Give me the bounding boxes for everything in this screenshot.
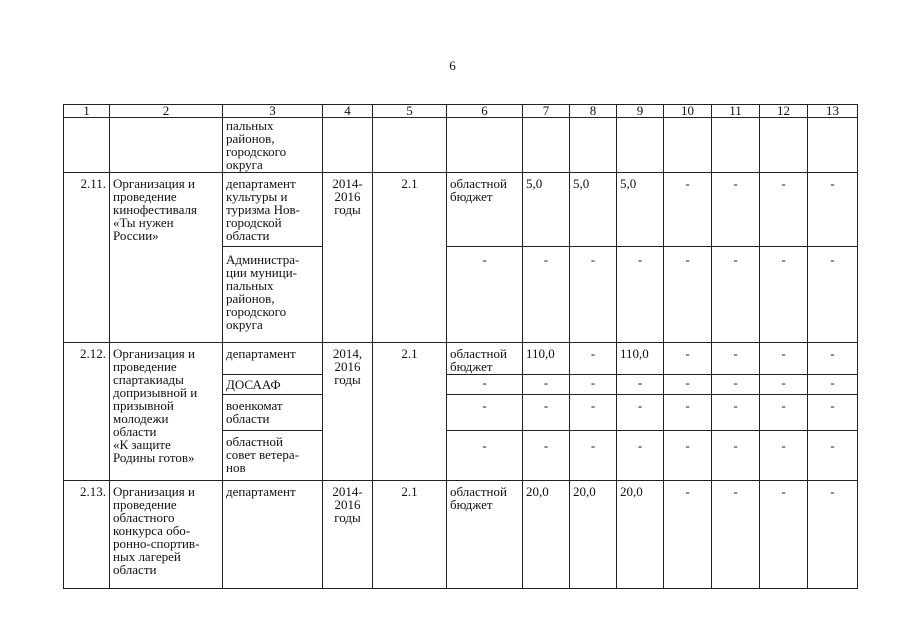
value-cell: - xyxy=(664,247,712,343)
executor-cell: департамент xyxy=(223,481,323,589)
col-header: 2 xyxy=(110,105,223,118)
value-cell: - xyxy=(570,395,617,431)
value-cell: - xyxy=(523,431,570,481)
value-cell: - xyxy=(760,343,808,375)
col-header: 13 xyxy=(808,105,858,118)
source-cell: областной бюджет xyxy=(447,481,523,589)
value-cell: - xyxy=(760,431,808,481)
table-row xyxy=(64,481,858,589)
executor-cell: военкомат области xyxy=(223,395,323,431)
value-cell: - xyxy=(808,343,858,375)
value-cell: - xyxy=(760,173,808,247)
program-table xyxy=(63,104,858,589)
value-cell: - xyxy=(760,481,808,589)
value-cell: - xyxy=(712,247,760,343)
col-header: 12 xyxy=(760,105,808,118)
col-header: 10 xyxy=(664,105,712,118)
executor-cell: областной совет ветера- нов xyxy=(223,431,323,481)
value-cell: - xyxy=(664,173,712,247)
value-cell: - xyxy=(570,375,617,395)
item-name: Организация и проведение областного конкурса обо- ронно-спортив- ных лагерей области xyxy=(110,481,223,589)
value-cell: 20,0 xyxy=(523,481,570,589)
value-cell: 5,0 xyxy=(570,173,617,247)
header-row xyxy=(64,105,858,118)
table-row xyxy=(64,118,858,173)
value-cell: 110,0 xyxy=(523,343,570,375)
value-cell: - xyxy=(523,375,570,395)
value-cell: - xyxy=(617,247,664,343)
value-cell: - xyxy=(808,431,858,481)
period-cell: 2014- 2016 годы xyxy=(323,173,373,343)
table-row xyxy=(64,173,858,247)
value-cell: 5,0 xyxy=(617,173,664,247)
value-cell: - xyxy=(523,395,570,431)
value-cell: - xyxy=(570,247,617,343)
item-number: 2.11. xyxy=(64,173,110,343)
value-cell: - xyxy=(712,431,760,481)
value-cell: - xyxy=(570,343,617,375)
value-cell: 110,0 xyxy=(617,343,664,375)
col-header: 4 xyxy=(323,105,373,118)
col-header: 5 xyxy=(373,105,447,118)
value-cell: - xyxy=(617,395,664,431)
value-cell: - xyxy=(808,375,858,395)
executor-cell: департамент культуры и туризма Нов- городской области xyxy=(223,173,323,247)
executor-cell: департамент xyxy=(223,343,323,375)
code-cell: 2.1 xyxy=(373,173,447,343)
value-cell: - xyxy=(808,247,858,343)
executor-cell: пальных районов, городского округа xyxy=(223,118,323,173)
value-cell: - xyxy=(712,395,760,431)
executor-cell: Администра- ции муници- пальных районов, городского округа xyxy=(223,247,323,343)
item-number: 2.12. xyxy=(64,343,110,481)
value-cell: - xyxy=(712,173,760,247)
value-cell: - xyxy=(617,375,664,395)
item-name: Организация и проведение кинофестиваля «Ты нужен России» xyxy=(110,173,223,343)
item-name: Организация и проведение спартакиады допризывной и призывной молодежи области «К защите Родины готов» xyxy=(110,343,223,481)
source-cell: областной бюджет xyxy=(447,343,523,375)
value-cell: - xyxy=(447,247,523,343)
value-cell: 20,0 xyxy=(570,481,617,589)
col-header: 7 xyxy=(523,105,570,118)
value-cell: - xyxy=(712,343,760,375)
code-cell: 2.1 xyxy=(373,343,447,481)
value-cell: - xyxy=(664,375,712,395)
value-cell: - xyxy=(808,173,858,247)
value-cell: - xyxy=(447,431,523,481)
value-cell: - xyxy=(808,481,858,589)
value-cell: - xyxy=(712,375,760,395)
code-cell: 2.1 xyxy=(373,481,447,589)
value-cell: - xyxy=(447,375,523,395)
value-cell: - xyxy=(712,481,760,589)
item-number: 2.13. xyxy=(64,481,110,589)
value-cell: - xyxy=(760,375,808,395)
value-cell: - xyxy=(664,343,712,375)
value-cell: - xyxy=(447,395,523,431)
value-cell: 5,0 xyxy=(523,173,570,247)
table-row xyxy=(64,343,858,375)
value-cell: - xyxy=(523,247,570,343)
value-cell: - xyxy=(760,247,808,343)
value-cell: 20,0 xyxy=(617,481,664,589)
value-cell: - xyxy=(664,431,712,481)
source-cell: областной бюджет xyxy=(447,173,523,247)
period-cell: 2014- 2016 годы xyxy=(323,481,373,589)
value-cell: - xyxy=(808,395,858,431)
col-header: 8 xyxy=(570,105,617,118)
col-header: 9 xyxy=(617,105,664,118)
executor-cell: ДОСААФ xyxy=(223,375,323,395)
value-cell: - xyxy=(664,481,712,589)
value-cell: - xyxy=(617,431,664,481)
period-cell: 2014, 2016 годы xyxy=(323,343,373,481)
col-header: 3 xyxy=(223,105,323,118)
page-number: 6 xyxy=(449,58,456,73)
value-cell: - xyxy=(664,395,712,431)
value-cell: - xyxy=(570,431,617,481)
col-header: 11 xyxy=(712,105,760,118)
value-cell: - xyxy=(760,395,808,431)
col-header: 1 xyxy=(64,105,110,118)
col-header: 6 xyxy=(447,105,523,118)
